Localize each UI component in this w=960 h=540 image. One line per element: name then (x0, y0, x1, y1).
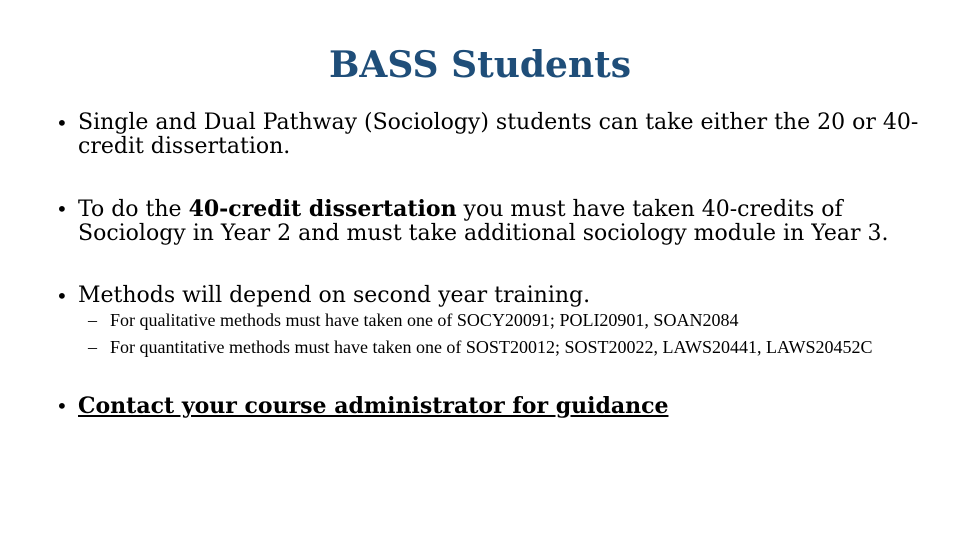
bullet-text: Methods will depend on second year training. (78, 283, 591, 308)
sub-dash: – (88, 310, 97, 330)
slide-title: BASS Students (328, 44, 632, 86)
bullet-dot: • (56, 197, 68, 221)
bullet-item-2 (56, 197, 926, 246)
bullet-dot: • (56, 111, 68, 135)
contact-guidance-text: Contact your course administrator for guidance (78, 393, 669, 419)
bullet-dot: • (56, 394, 68, 418)
sub-text: For quantitative methods must have taken one of SOST20012; SOST20022, LAWS20441, LAWS20452C (110, 337, 873, 357)
bullet-item-1 (56, 111, 926, 159)
slide-body (56, 111, 926, 419)
sub-item-2 (56, 337, 926, 357)
bullet-dot: • (56, 284, 68, 308)
bullet-text-bold: 40-credit dissertation (188, 196, 457, 222)
bullet-text: Single and Dual Pathway (Sociology) students can take either the 20 or 40-credit dissertation. (78, 110, 919, 159)
sub-text: For qualitative methods must have taken one of SOCY20091; POLI20901, SOAN2084 (110, 310, 739, 330)
sub-item-1 (56, 310, 926, 330)
bullet-text-prefix: To do the (78, 197, 189, 222)
bullet-text-suffix: you must have taken 40-credits of Sociology in Year 2 and must take additional sociology module in Year 3. (78, 197, 889, 246)
bullet-item-3 (56, 284, 926, 308)
sub-dash: – (88, 337, 97, 357)
bullet-item-4 (56, 394, 926, 419)
